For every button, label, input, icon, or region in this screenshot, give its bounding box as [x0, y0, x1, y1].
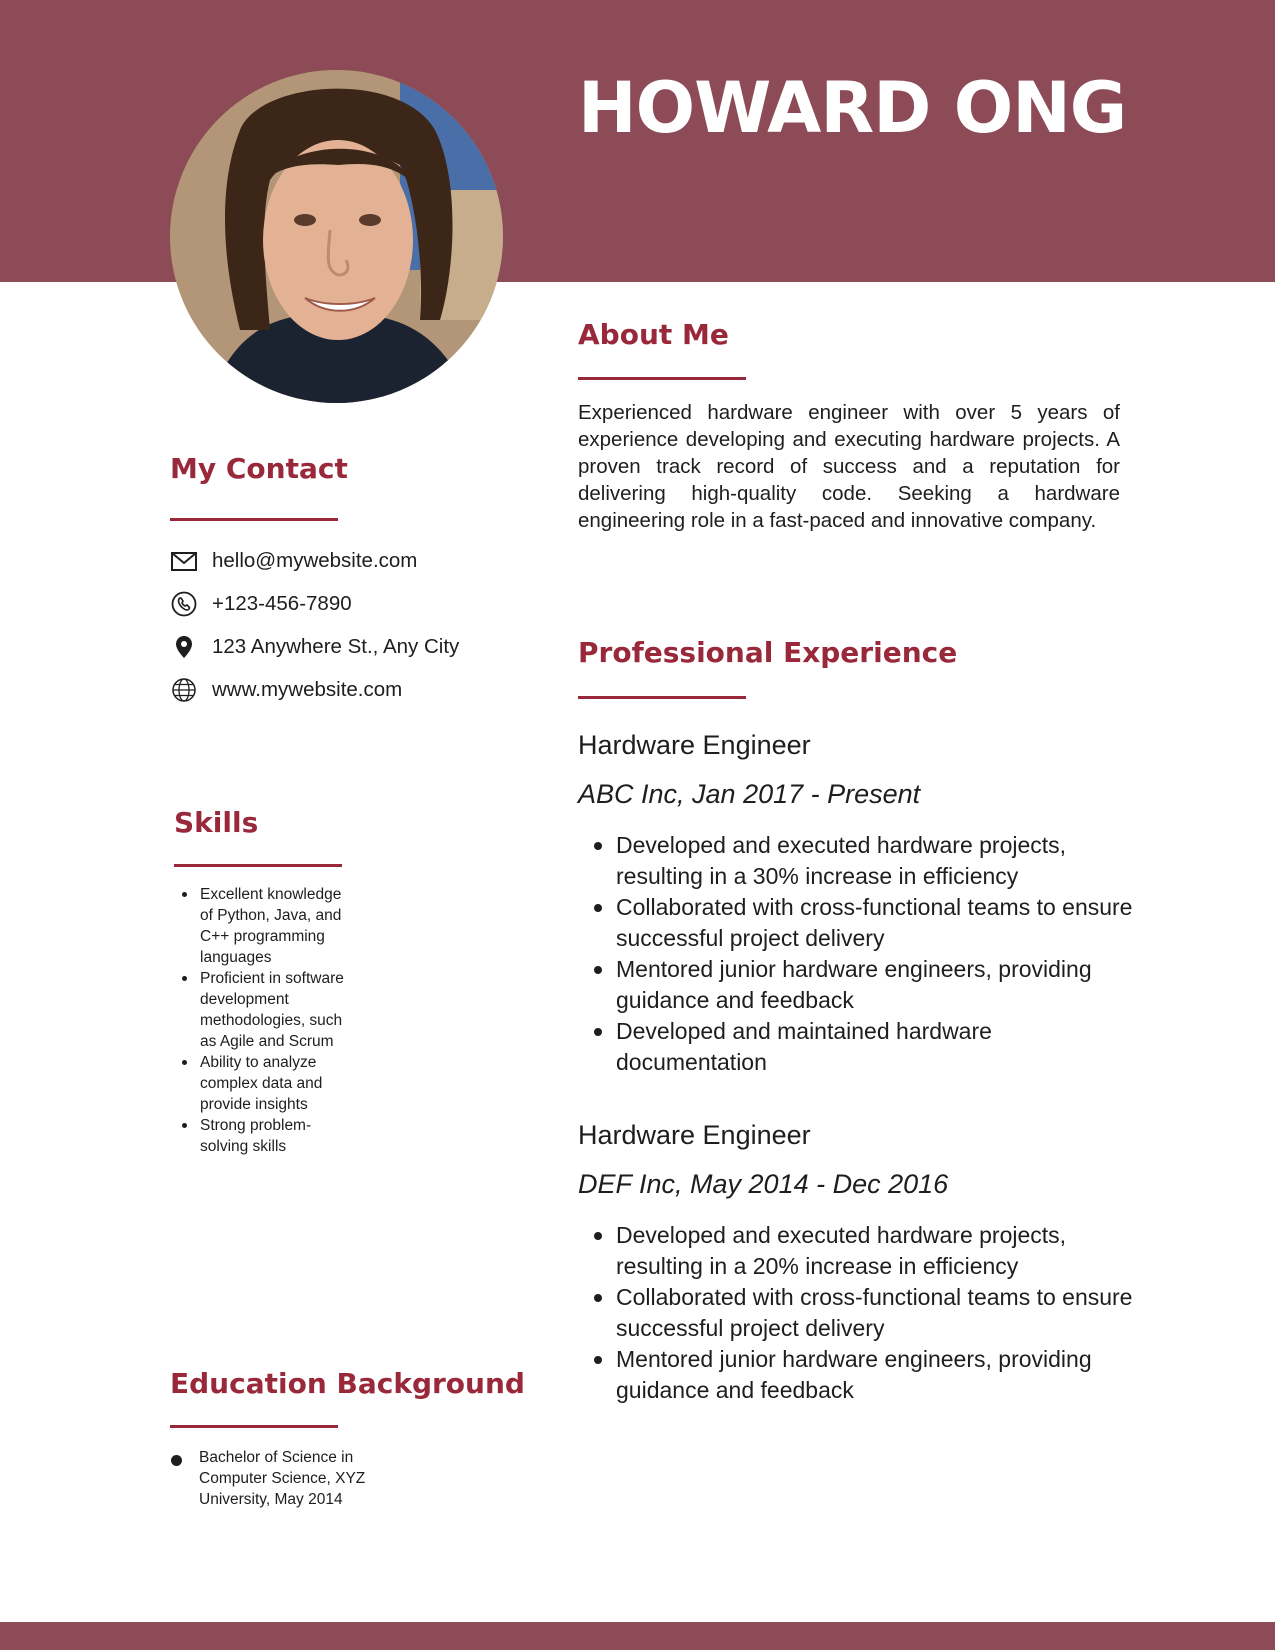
contact-phone-text: +123-456-7890 — [212, 592, 352, 615]
job-bullet: Mentored junior hardware engineers, providing guidance and feedback — [616, 1344, 1136, 1406]
phone-icon — [170, 590, 198, 618]
about-text: Experienced hardware engineer with over 5 years of experience developing and executing hardware projects. A proven track record of success and a reputation for delivering high-quality code. Seeking a hardware engineering role in a fast-paced and innovative company. — [578, 401, 1120, 532]
skills-heading: Skills — [174, 806, 259, 839]
contact-address-text: 123 Anywhere St., Any City — [212, 635, 460, 658]
contact-divider — [170, 518, 338, 521]
contact-website-text: www.mywebsite.com — [212, 678, 403, 701]
skill-item: Excellent knowledge of Python, Java, and C++ programming languages — [200, 884, 350, 968]
job-bullet-list — [616, 830, 1136, 1078]
profile-photo — [170, 70, 503, 403]
globe-icon — [170, 676, 198, 704]
contact-website[interactable] — [170, 674, 402, 706]
experience-heading: Professional Experience — [578, 636, 958, 669]
job-title: Hardware Engineer — [578, 1120, 811, 1150]
job-title: Hardware Engineer — [578, 730, 811, 760]
job-bullet-list — [616, 1220, 1136, 1406]
skill-item: Strong problem-solving skills — [200, 1115, 350, 1157]
job-bullet: Developed and executed hardware projects, resulting in a 20% increase in efficiency — [616, 1220, 1136, 1282]
job-bullet: Developed and executed hardware projects, resulting in a 30% increase in efficiency — [616, 830, 1136, 892]
candidate-name: HOWARD ONG — [578, 67, 1127, 149]
job-company-dates: ABC Inc, Jan 2017 - Present — [578, 779, 921, 809]
job-bullet: Mentored junior hardware engineers, providing guidance and feedback — [616, 954, 1136, 1016]
about-divider — [578, 377, 746, 380]
education-heading: Education Background — [170, 1367, 525, 1400]
contact-email-text: hello@mywebsite.com — [212, 549, 418, 572]
job-bullet: Collaborated with cross-functional teams to ensure successful project delivery — [616, 1282, 1136, 1344]
envelope-icon — [170, 547, 198, 575]
job-company-dates: DEF Inc, May 2014 - Dec 2016 — [578, 1169, 949, 1199]
skill-item: Proficient in software development methodologies, such as Agile and Scrum — [200, 968, 350, 1052]
education-divider — [170, 1425, 338, 1428]
skills-divider — [174, 864, 342, 867]
skill-item: Ability to analyze complex data and provide insights — [200, 1052, 350, 1115]
location-pin-icon — [170, 633, 198, 661]
skills-list — [200, 884, 350, 1157]
footer-band — [0, 1622, 1275, 1650]
experience-divider — [578, 696, 746, 699]
job-bullet: Collaborated with cross-functional teams to ensure successful project delivery — [616, 892, 1136, 954]
contact-phone[interactable] — [170, 588, 352, 620]
contact-heading: My Contact — [170, 452, 348, 485]
about-heading: About Me — [578, 318, 729, 351]
contact-email[interactable] — [170, 545, 417, 577]
education-item: Bachelor of Science in Computer Science, XYZ University, May 2014 — [199, 1449, 366, 1508]
contact-address — [170, 631, 459, 663]
job-bullet: Developed and maintained hardware documentation — [616, 1016, 1136, 1078]
education-bullet — [171, 1455, 182, 1466]
